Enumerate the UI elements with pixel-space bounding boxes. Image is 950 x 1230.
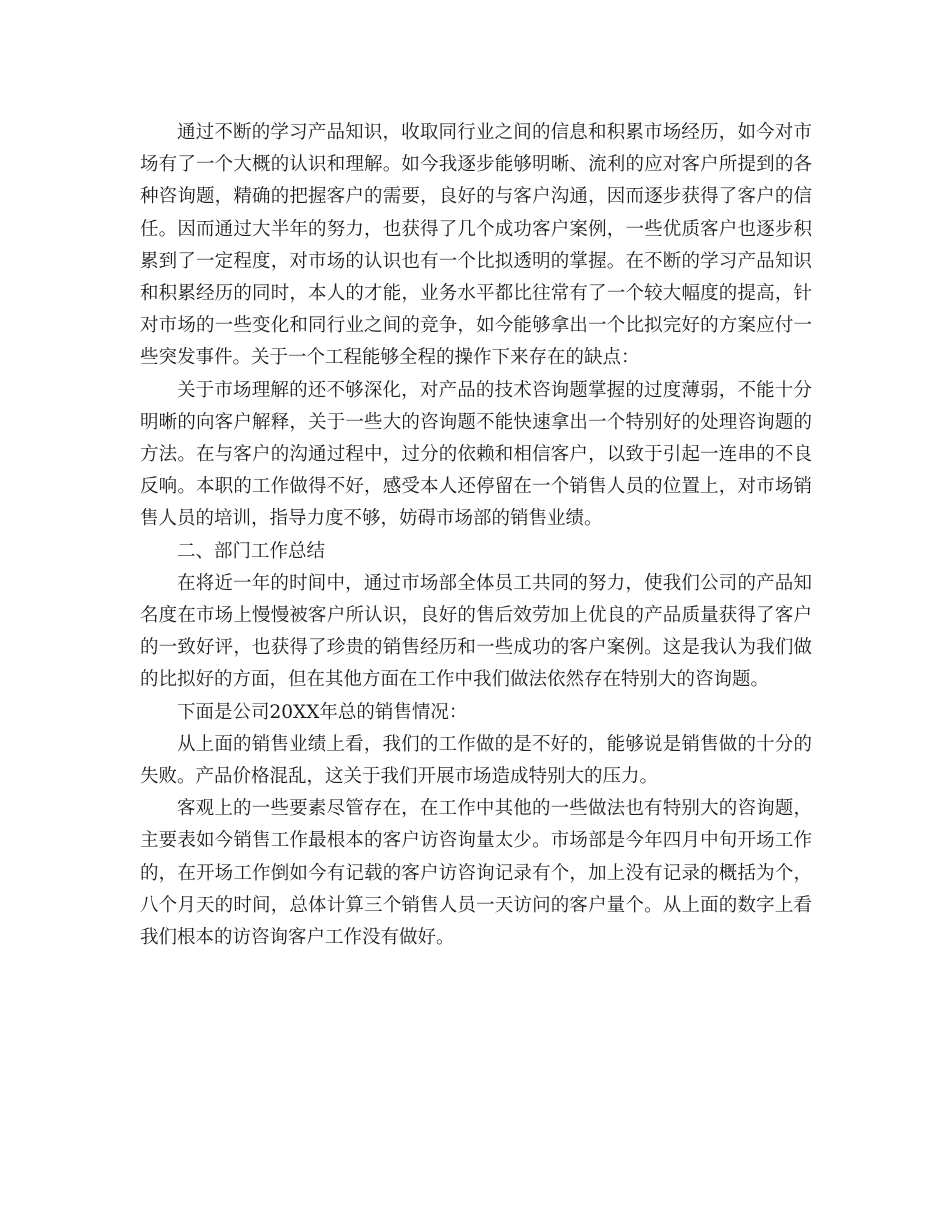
paragraph-market-experience: 通过不断的学习产品知识，收取同行业之间的信息和积累市场经历，如今对市场有了一个大概的认识和理解。如今我逐步能够明晰、流利的应对客户所提到的各种咨询题，精确的把握客户的需要，良好的与客户沟通，因而逐步获得了客户的信任。因而通过大半年的努力，也获得了几个成功客户案例，一些优质客户也逐步积累到了一定程度，对市场的认识也有一个比拟透明的掌握。在不断的学习产品知识和积累经历的同时，本人的才能，业务水平都比往常有了一个较大幅度的提高，针对市场的一些变化和同行业之间的竞争，如今能够拿出一个比拟完好的方案应付一些突发事件。关于一个工程能够全程的操作下来存在的缺点： xyxy=(140,122,812,369)
document-body xyxy=(140,117,812,954)
section-heading-department-summary: 二、部门工作总结 xyxy=(177,540,326,562)
paragraph-sales-intro: 下面是公司20XX年总的销售情况： xyxy=(177,701,468,723)
paragraph-department-achievements: 在将近一年的时间中，通过市场部全体员工共同的努力，使我们公司的产品知名度在市场上慢慢被客户所认识，良好的售后效劳加上优良的产品质量获得了客户的一致好评，也获得了珍贵的销售经历和一些成功的客户案例。这是我认为我们做的比拟好的方面，但在其他方面在工作中我们做法依然存在特别大的咨询题。 xyxy=(140,572,812,691)
paragraph-shortcomings: 关于市场理解的还不够深化，对产品的技术咨询题掌握的过度薄弱，不能十分明晰的向客户解释，关于一些大的咨询题不能快速拿出一个特别好的处理咨询题的方法。在与客户的沟通过程中，过分的依赖和相信客户，以致于引起一连串的不良反响。本职的工作做得不好，感受本人还停留在一个销售人员的位置上，对市场销售人员的培训，指导力度不够，妨碍市场部的销售业绩。 xyxy=(140,379,812,530)
paragraph-sales-results: 从上面的销售业绩上看，我们的工作做的是不好的，能够说是销售做的十分的失败。产品价格混乱，这关于我们开展市场造成特别大的压力。 xyxy=(140,733,812,788)
paragraph-client-visits: 客观上的一些要素尽管存在，在工作中其他的一些做法也有特别大的咨询题，主要表如今销售工作最根本的客户访咨询量太少。市场部是今年四月中旬开场工作的，在开场工作倒如今有记载的客户访咨询记录有个，加上没有记录的概括为个，八个月天的时间，总体计算三个销售人员一天访问的客户量个。从上面的数字上看我们根本的访咨询客户工作没有做好。 xyxy=(140,798,812,949)
